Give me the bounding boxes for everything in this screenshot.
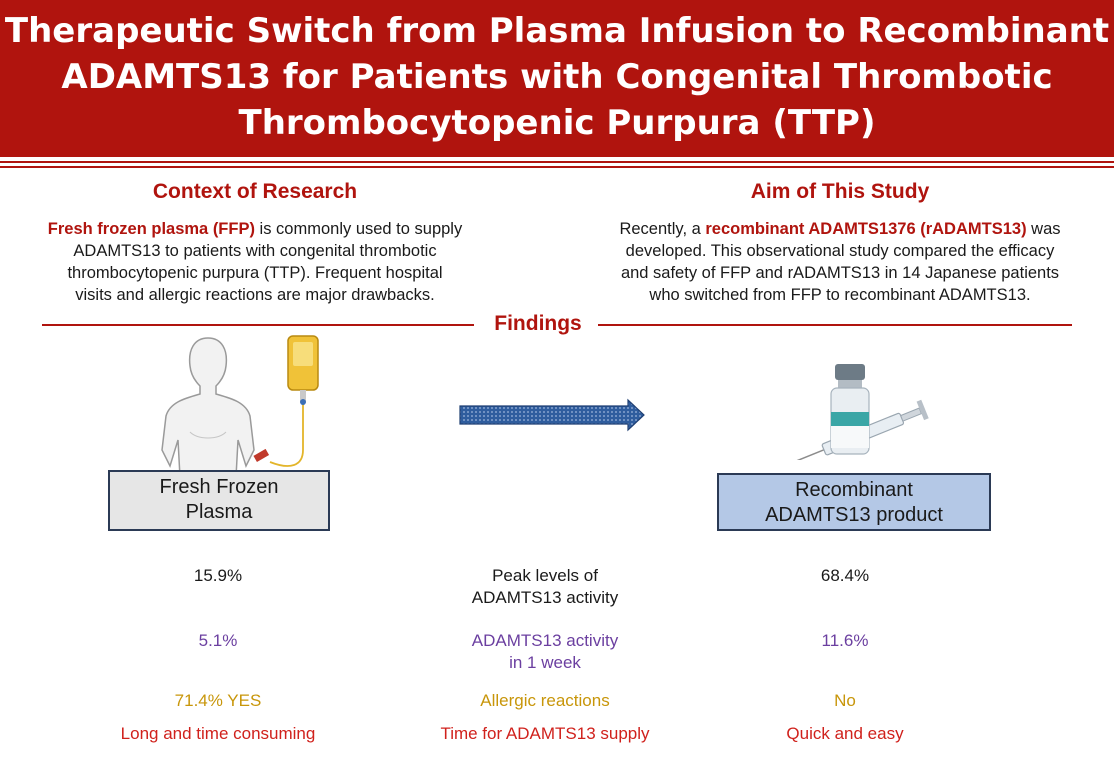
aim-line-4: who switched from FFP to recombinant ADAMTS13. (649, 286, 1031, 304)
aim-line-1-pre: Recently, a (619, 220, 706, 238)
row-week-label-2: in 1 week (509, 653, 581, 672)
title-line-3: Thrombocytopenic Purpura (TTP) (238, 103, 876, 143)
row-time-label: Time for ADAMTS13 supply (440, 724, 650, 743)
row-week-label-1: ADAMTS13 activity (471, 631, 619, 650)
recombinant-product-box (717, 473, 991, 531)
row-peak-right: 68.4% (820, 566, 870, 585)
row-allergy-right: No (834, 691, 856, 710)
right-box-line-1: Recombinant (795, 479, 913, 501)
right-arrow-icon (458, 398, 646, 432)
row-week-right: 11.6% (821, 631, 869, 650)
row-time-right: Quick and easy (786, 724, 904, 743)
findings-rule-left (42, 324, 474, 326)
title-banner (0, 0, 1114, 157)
aim-paragraph (585, 218, 1095, 306)
right-box-line-2: ADAMTS13 product (765, 504, 943, 526)
row-peak-left: 15.9% (193, 566, 243, 585)
patient-infusion-illustration (150, 332, 320, 477)
context-paragraph (20, 218, 490, 306)
left-box-line-1: Fresh Frozen (159, 476, 279, 498)
row-week-label (420, 630, 670, 674)
row-allergy-label: Allergic reactions (480, 691, 610, 710)
row-allergy-left: 71.4% YES (174, 691, 262, 710)
title-line-1: Therapeutic Switch from Plasma Infusion to Recombinant (4, 11, 1110, 51)
context-line-2: ADAMTS13 to patients with congenital thrombotic (73, 242, 437, 260)
aim-line-2: developed. This observational study compared the efficacy (625, 242, 1055, 260)
vial-syringe-illustration (775, 360, 935, 460)
fresh-frozen-plasma-box (108, 470, 330, 531)
context-heading: Context of Research (152, 180, 358, 203)
left-box-line-2: Plasma (185, 501, 253, 523)
row-peak-label (420, 565, 670, 609)
findings-label: Findings (494, 312, 582, 335)
aim-line-3: and safety of FFP and rADAMTS13 in 14 Japanese patients (620, 264, 1060, 282)
context-bold: Fresh frozen plasma (FFP) (47, 220, 255, 238)
aim-line-1-post: was (1026, 220, 1061, 238)
aim-heading: Aim of This Study (750, 180, 930, 203)
row-week-left: 5.1% (198, 631, 238, 650)
context-line-4: visits and allergic reactions are major drawbacks. (75, 286, 435, 304)
context-line-3: thrombocytopenic purpura (TTP). Frequent hospital (67, 264, 443, 282)
row-time-left: Long and time consuming (120, 724, 316, 743)
aim-bold: recombinant ADAMTS1376 (rADAMTS13) (705, 220, 1027, 238)
findings-rule-right (598, 324, 1072, 326)
context-line-1: is commonly used to supply (254, 220, 463, 238)
divider-top (0, 161, 1114, 163)
title-line-2: ADAMTS13 for Patients with Congenital Thrombotic (61, 57, 1053, 97)
row-peak-label-1: Peak levels of (492, 566, 598, 585)
divider-top-2 (0, 166, 1114, 168)
row-peak-label-2: ADAMTS13 activity (471, 588, 619, 607)
